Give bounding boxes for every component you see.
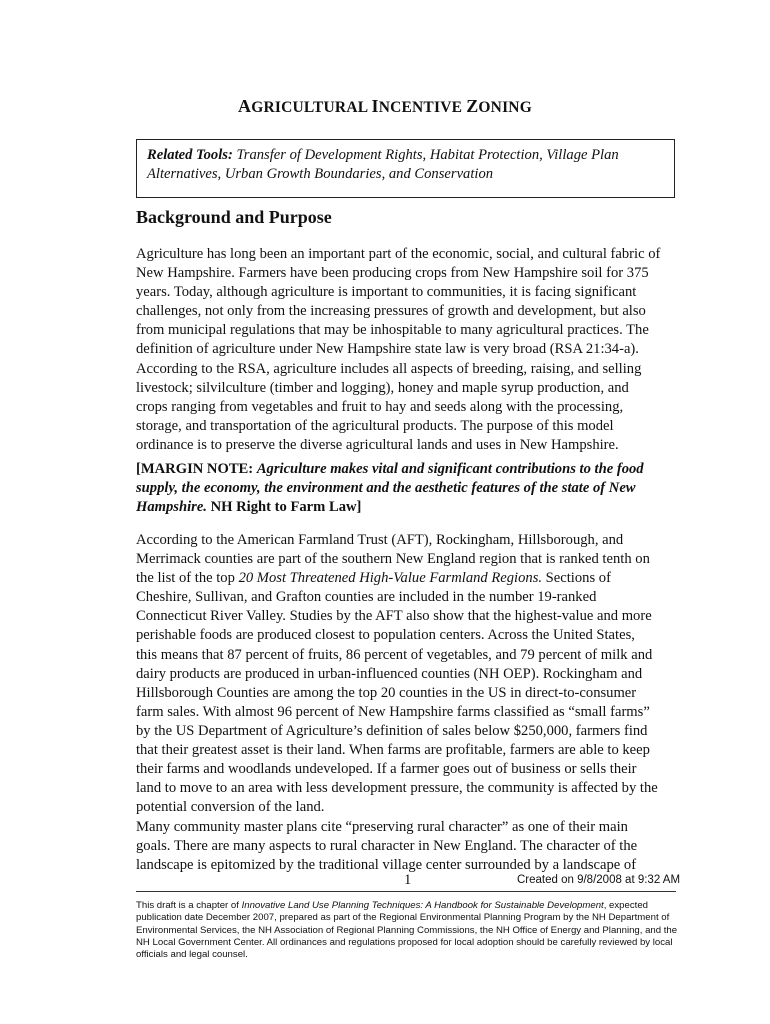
text-line: Connecticut River Valley. Studies by the AFT also show that the highest-value and more — [136, 608, 652, 625]
title-part: AGRICULTURAL — [238, 96, 372, 116]
text-line: this means that 87 percent of fruits, 86 percent of vegetables, and 79 percent of milk and — [136, 646, 653, 663]
text-line: that their greatest asset is their land. When farms are profitable, farmers are able to keep — [136, 742, 650, 759]
related-tools-line1: Transfer of Development Rights, Habitat Protection, Village Plan — [236, 147, 619, 163]
created-timestamp: Created on 9/8/2008 at 9:32 AM — [517, 874, 681, 886]
text-line: Hillsborough Counties are among the top 20 counties in the US in direct-to-consumer — [136, 684, 637, 701]
page-title — [0, 96, 770, 117]
text-line: dairy products are produced in urban-influenced counties (NH OEP). Rockingham and — [136, 665, 643, 682]
text-line: Hampshire. NH Right to Farm Law] — [136, 499, 362, 516]
paragraph-aft — [136, 531, 684, 817]
page-number: 1 — [404, 872, 412, 888]
paragraph-background — [136, 245, 684, 455]
title-part: ZONING — [466, 96, 532, 116]
related-tools-line2: Alternatives, Urban Growth Boundaries, and Conservation — [147, 166, 494, 182]
text-line: Many community master plans cite “preserving rural character” as one of their main — [136, 819, 628, 835]
text-line: [MARGIN NOTE: Agriculture makes vital and significant contributions to the food — [136, 461, 644, 477]
text-line: Cheshire, Sullivan, and Grafton counties are included in the number 19-ranked — [136, 589, 597, 606]
text-line: supply, the economy, the environment and the aesthetic features of the state of New — [136, 480, 636, 497]
related-tools-label: Related Tools: — [147, 147, 233, 163]
footer-note: This draft is a chapter of Innovative Land Use Planning Techniques: A Handbook for Sustainable Development, expected publication date December 2007, prepared as part of the Regional Environmental Planning Program by the NH Department of Environmental Services, the NH Association of Regional Planning Commissions, the NH Office of Energy and Planning, and the NH Local Government Center. All ordinances and regulations proposed for local adoption should be carefully reviewed by local officials and legal counsel. — [136, 900, 678, 961]
text-line: goals. There are many aspects to rural character in New England. The character of the — [136, 838, 638, 855]
text-line: storage, and transportation of the agricultural products. The purpose of this model — [136, 417, 614, 434]
text-line: land to move to an area with less development pressure, the community is affected by the — [136, 780, 658, 797]
text-line: definition of agriculture under New Hampshire state law is very broad (RSA 21:34-a). — [136, 341, 639, 358]
text-line: crops ranging from vegetables and fruit to hay and seeds along with the processing, — [136, 398, 624, 415]
text-line: Merrimack counties are part of the southern New England region that is ranked tenth on — [136, 551, 650, 568]
text-line: livestock; silvilculture (timber and logging), honey and maple syrup production, and — [136, 379, 629, 396]
margin-note — [136, 460, 684, 517]
related-tools-box — [136, 139, 675, 198]
text-line: Agriculture has long been an important part of the economic, social, and cultural fabric of — [136, 246, 661, 262]
related-tools-text — [147, 146, 664, 184]
footer-divider — [136, 891, 676, 892]
text-line: from municipal regulations that may be inhospitable to many agricultural practices. The — [136, 322, 649, 339]
text-line: their farms and woodlands undeveloped. If a farmer goes out of business or sells their — [136, 761, 637, 778]
text-line: New Hampshire. Farmers have been producing crops from New Hampshire soil for 375 — [136, 265, 649, 282]
text-line: potential conversion of the land. — [136, 799, 325, 816]
text-line: According to the American Farmland Trust (AFT), Rockingham, Hillsborough, and — [136, 532, 624, 548]
text-line: landscape is epitomized by the traditional village center surrounded by a landscape of — [136, 857, 637, 874]
text-line: the list of the top 20 Most Threatened High-Value Farmland Regions. Sections of — [136, 570, 611, 587]
text-line: years. Today, although agriculture is important to communities, it is facing significant — [136, 284, 637, 301]
text-line: ordinance is to preserve the diverse agricultural lands and uses in New Hampshire. — [136, 436, 619, 453]
title-part: INCENTIVE — [371, 96, 467, 116]
text-line: challenges, not only from the increasing pressures of growth and development, but also — [136, 303, 646, 320]
text-line: According to the RSA, agriculture includes all aspects of breeding, raising, and selling — [136, 360, 642, 377]
text-line: farm sales. With almost 96 percent of New Hampshire farms classified as “small farms” — [136, 703, 650, 720]
text-line: perishable foods are produced closest to population centers. Across the United States, — [136, 627, 635, 644]
section-heading: Background and Purpose — [136, 207, 332, 227]
paragraph-rural-character — [136, 818, 684, 875]
text-line: by the US Department of Agriculture’s definition of sales below $250,000, farmers find — [136, 722, 648, 739]
